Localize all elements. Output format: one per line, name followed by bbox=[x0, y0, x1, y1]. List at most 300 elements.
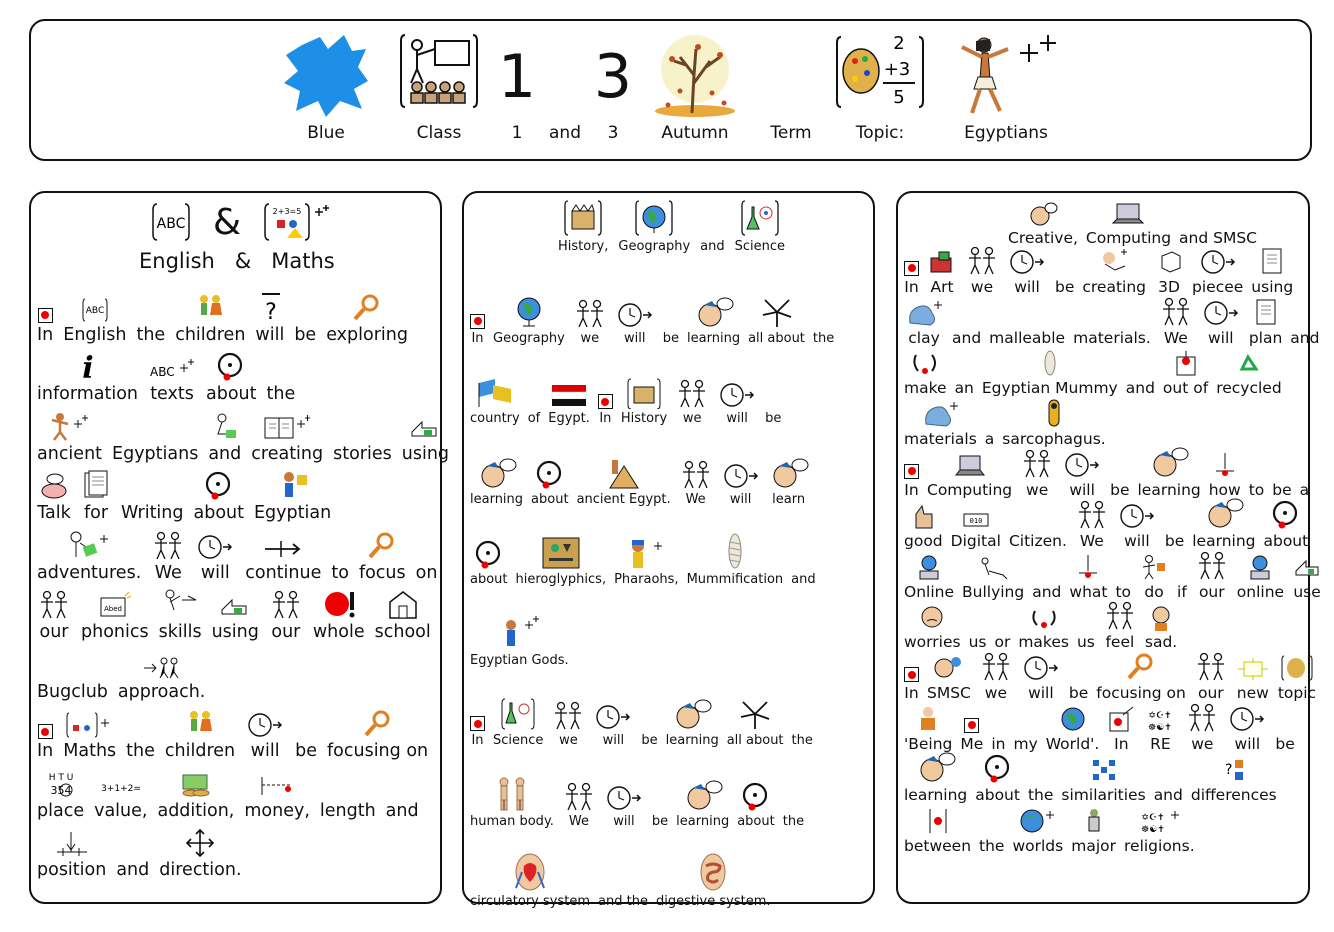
symbol-word bbox=[687, 293, 740, 346]
symbol-slot bbox=[258, 763, 296, 799]
symbol-word bbox=[904, 240, 919, 296]
header-one bbox=[499, 21, 535, 161]
people-icon bbox=[573, 299, 607, 329]
symbol-word bbox=[118, 644, 205, 702]
symbol-slot bbox=[210, 406, 240, 442]
people-icon bbox=[675, 379, 709, 409]
word-label: be bbox=[1164, 531, 1185, 550]
symbol-slot bbox=[1236, 646, 1270, 682]
word-label: In bbox=[471, 733, 484, 748]
symbol-word bbox=[982, 341, 1118, 397]
symbol-word bbox=[1096, 646, 1186, 702]
word-label: and bbox=[1153, 785, 1183, 804]
word-label: continue bbox=[245, 562, 322, 583]
english-maths-text bbox=[37, 285, 450, 880]
col2-line bbox=[470, 426, 869, 507]
symbol-slot bbox=[904, 443, 919, 479]
symbol-word bbox=[126, 703, 155, 761]
symbol-word bbox=[904, 595, 961, 651]
symbol-word bbox=[604, 776, 644, 829]
symbol-word bbox=[1062, 443, 1102, 499]
continue-icon bbox=[263, 537, 303, 561]
makes-icon bbox=[1029, 605, 1059, 631]
symbol-slot bbox=[759, 293, 795, 329]
symbol-word bbox=[593, 695, 633, 748]
word-label: Computing bbox=[927, 480, 1013, 499]
symbol-word bbox=[1275, 697, 1294, 753]
red-dot-icon bbox=[38, 724, 53, 739]
symbol-slot bbox=[534, 454, 566, 490]
word-label: learning bbox=[676, 813, 730, 829]
religions-icon bbox=[1137, 809, 1181, 835]
learning-head-icon bbox=[694, 295, 734, 329]
word-label: length bbox=[319, 800, 376, 821]
people-icon bbox=[679, 460, 713, 490]
symbol-slot bbox=[626, 373, 662, 409]
word-label: In bbox=[471, 330, 484, 346]
symbol-word bbox=[121, 465, 184, 523]
red-dot-icon bbox=[598, 394, 613, 409]
word-label: value, bbox=[94, 800, 148, 821]
word-label: will bbox=[1028, 684, 1054, 703]
svg-text:ABC: ABC bbox=[85, 305, 105, 316]
computer-icon bbox=[954, 453, 986, 479]
people-icon bbox=[979, 652, 1013, 682]
word-label: all about bbox=[726, 733, 784, 748]
header-label-class: Class bbox=[416, 123, 462, 143]
magnifier-icon bbox=[366, 531, 398, 561]
symbol-word bbox=[989, 291, 1065, 347]
clay-icon bbox=[904, 297, 944, 327]
symbol-word bbox=[294, 287, 316, 345]
word-label: Egyptian bbox=[254, 503, 332, 523]
symbol-word bbox=[687, 534, 784, 587]
talk-icon bbox=[37, 471, 71, 501]
symbol-slot bbox=[366, 525, 398, 561]
word-label: materials bbox=[904, 430, 977, 449]
plan-icon bbox=[1260, 246, 1284, 276]
science-icon bbox=[740, 199, 780, 237]
number-three-symbol: 3 bbox=[593, 42, 633, 112]
will-clock-icon bbox=[245, 711, 285, 739]
word-label: the bbox=[136, 324, 166, 345]
hgs-and bbox=[700, 199, 724, 254]
header-term bbox=[761, 21, 821, 161]
word-label: new bbox=[1236, 684, 1269, 703]
col3-line bbox=[904, 448, 1310, 499]
symbol-word bbox=[94, 763, 147, 821]
egyptian-gods-icon bbox=[499, 615, 539, 651]
symbol-slot bbox=[65, 703, 115, 739]
learning-head-icon bbox=[1204, 496, 1244, 530]
symbol-word bbox=[470, 293, 485, 346]
symbol-word bbox=[1145, 595, 1177, 651]
word-label: we bbox=[1026, 480, 1049, 499]
symbol-slot bbox=[717, 373, 757, 409]
symbol-slot bbox=[66, 525, 112, 561]
symbol-word bbox=[621, 373, 667, 426]
symbol-word bbox=[1028, 748, 1053, 804]
symbol-word bbox=[666, 695, 719, 748]
svg-text:✡☪✝: ✡☪✝ bbox=[1148, 710, 1172, 721]
word-label: 3D bbox=[1158, 277, 1180, 296]
symbol-word bbox=[573, 293, 607, 346]
word-label: us bbox=[968, 633, 987, 652]
symbol-word bbox=[159, 822, 241, 880]
symbol-word bbox=[245, 703, 285, 761]
word-label: be bbox=[1068, 684, 1089, 703]
word-label: about bbox=[1263, 531, 1309, 550]
symbol-word bbox=[112, 406, 198, 464]
word-label: We bbox=[154, 562, 182, 583]
phonics-icon bbox=[97, 590, 133, 620]
ccs-computing-label: Computing bbox=[1085, 229, 1172, 247]
symbol-word bbox=[1110, 443, 1129, 499]
word-label: information bbox=[37, 384, 139, 404]
word-label: Talk bbox=[37, 503, 71, 523]
word-label: use bbox=[1293, 582, 1321, 601]
word-label: Egyptian Gods. bbox=[470, 652, 569, 668]
word-label: focusing on bbox=[1096, 684, 1186, 703]
word-label: we bbox=[580, 330, 600, 346]
symbol-word bbox=[244, 763, 310, 821]
ancient-egyptians-icon bbox=[48, 412, 92, 442]
money-icon bbox=[179, 769, 213, 799]
word-label: using bbox=[401, 443, 450, 464]
symbol-slot bbox=[740, 776, 772, 812]
symbol-word bbox=[1032, 545, 1061, 601]
symbol-word bbox=[1249, 291, 1282, 347]
word-label: for bbox=[83, 503, 109, 523]
plan-icon bbox=[1254, 297, 1278, 327]
symbol-slot bbox=[475, 373, 515, 409]
col1-line bbox=[37, 583, 436, 643]
word-label: do bbox=[1144, 582, 1164, 601]
symbol-word bbox=[1227, 697, 1267, 753]
english-maths-heading bbox=[139, 249, 335, 273]
people-icon bbox=[269, 590, 303, 620]
symbol-word bbox=[37, 763, 84, 821]
symbol-slot bbox=[499, 615, 539, 651]
symbol-slot bbox=[142, 644, 182, 680]
approach-icon bbox=[142, 656, 182, 680]
symbol-word bbox=[1139, 545, 1169, 601]
word-label: good bbox=[904, 531, 943, 550]
symbol-word bbox=[904, 545, 954, 601]
maths-small-text: 2+3=5 bbox=[272, 207, 302, 216]
sum-top-value: 2 bbox=[893, 33, 905, 54]
word-label: Egyptians bbox=[112, 443, 199, 464]
about-icon bbox=[1270, 498, 1302, 530]
symbol-slot bbox=[1201, 291, 1241, 327]
symbol-slot bbox=[1292, 545, 1322, 581]
hgs-heading bbox=[558, 199, 785, 254]
symbol-slot bbox=[1103, 595, 1137, 631]
word-label: will bbox=[726, 411, 748, 426]
word-label: about bbox=[193, 503, 244, 523]
symbol-slot bbox=[38, 287, 53, 323]
word-label: the bbox=[812, 330, 835, 346]
symbol-word bbox=[598, 856, 648, 909]
people-icon bbox=[1103, 601, 1137, 631]
will-clock-icon bbox=[1007, 248, 1047, 276]
col1-line bbox=[37, 642, 436, 702]
people-icon bbox=[1194, 652, 1228, 682]
using-icon bbox=[218, 592, 252, 620]
word-label: will bbox=[729, 491, 752, 507]
hgs-text bbox=[470, 265, 869, 909]
symbol-word bbox=[267, 346, 296, 404]
symbol-word bbox=[769, 454, 809, 507]
symbol-word bbox=[994, 595, 1010, 651]
symbol-slot bbox=[982, 748, 1014, 784]
symbol-word bbox=[614, 534, 678, 587]
word-label: Online bbox=[904, 582, 954, 601]
word-label: addition, bbox=[157, 800, 235, 821]
word-label: In bbox=[1114, 734, 1129, 753]
word-label: an bbox=[954, 379, 974, 398]
symbol-word bbox=[37, 406, 102, 464]
word-label: us bbox=[1076, 633, 1095, 652]
symbol-slot bbox=[598, 373, 613, 409]
symbol-word bbox=[1185, 697, 1219, 753]
word-label: and bbox=[1032, 582, 1062, 601]
mummy-icon bbox=[725, 532, 745, 570]
word-label: skills bbox=[158, 622, 202, 642]
feel-icon bbox=[1147, 603, 1175, 631]
symbol-slot bbox=[1097, 240, 1131, 276]
ccs-creative-label: Creative, bbox=[1008, 229, 1078, 247]
hgs-geography-label: Geography bbox=[618, 239, 691, 254]
col1-line bbox=[37, 761, 436, 821]
symbol-word bbox=[493, 695, 543, 748]
symbol-word bbox=[813, 293, 834, 346]
word-label: We bbox=[685, 491, 706, 507]
col2-line bbox=[470, 507, 869, 588]
symbol-word bbox=[577, 454, 671, 507]
word-label: about bbox=[206, 384, 257, 404]
symbol-slot bbox=[1125, 646, 1157, 682]
word-label: creating bbox=[251, 443, 324, 464]
symbol-word bbox=[295, 703, 317, 761]
symbol-word bbox=[151, 525, 185, 583]
symbol-word bbox=[727, 695, 784, 748]
word-label: a bbox=[984, 430, 995, 449]
symbol-word bbox=[663, 293, 679, 346]
symbol-word bbox=[792, 695, 813, 748]
col3-line bbox=[904, 245, 1304, 296]
people-icon bbox=[37, 590, 71, 620]
svg-text:☸☯✝: ☸☯✝ bbox=[1141, 824, 1166, 835]
word-label: be bbox=[294, 324, 317, 345]
symbol-word bbox=[1159, 291, 1193, 347]
symbol-slot bbox=[38, 703, 53, 739]
word-label: to bbox=[1115, 582, 1132, 601]
word-label: religions. bbox=[1124, 836, 1195, 855]
symbol-word bbox=[548, 373, 590, 426]
word-label: recycled bbox=[1216, 379, 1282, 398]
symbol-slot bbox=[964, 697, 979, 733]
word-label: stories bbox=[333, 443, 392, 464]
symbol-slot bbox=[1007, 240, 1047, 276]
maths-icon bbox=[65, 711, 115, 739]
symbol-slot bbox=[81, 287, 109, 323]
symbol-slot bbox=[101, 763, 141, 799]
word-label: World'. bbox=[1045, 734, 1100, 753]
word-label: and bbox=[1125, 379, 1155, 398]
symbol-slot bbox=[1139, 545, 1169, 581]
symbol-word bbox=[528, 373, 541, 426]
symbol-slot bbox=[151, 525, 185, 561]
word-label: In bbox=[599, 411, 612, 426]
word-label: In bbox=[37, 324, 54, 345]
symbol-slot bbox=[1081, 799, 1107, 835]
col2-line bbox=[470, 265, 869, 346]
symbol-word bbox=[1216, 341, 1281, 397]
symbol-slot bbox=[927, 240, 957, 276]
word-label: adventures. bbox=[37, 562, 142, 583]
word-label: to bbox=[1248, 480, 1265, 499]
col3-line bbox=[904, 397, 1304, 448]
col2-line bbox=[470, 748, 869, 829]
learning-head-icon bbox=[477, 456, 517, 490]
symbol-slot bbox=[195, 525, 235, 561]
about-icon bbox=[982, 752, 1014, 784]
symbol-word bbox=[783, 776, 804, 829]
symbol-word bbox=[791, 534, 815, 587]
symbol-slot bbox=[1147, 595, 1175, 631]
symbol-slot bbox=[470, 695, 485, 731]
word-label: we bbox=[1191, 734, 1214, 753]
word-label: a bbox=[1299, 480, 1310, 499]
clay-icon bbox=[920, 398, 960, 428]
symbol-word bbox=[1002, 392, 1105, 448]
learning-head-icon bbox=[916, 750, 956, 784]
symbol-slot bbox=[1204, 494, 1244, 530]
symbol-word bbox=[159, 584, 202, 642]
header-blue bbox=[281, 21, 371, 161]
symbol-slot bbox=[55, 822, 89, 858]
about-icon bbox=[473, 538, 505, 570]
worlds-icon bbox=[1018, 807, 1058, 835]
symbol-slot bbox=[492, 776, 532, 812]
word-label: our bbox=[1197, 684, 1224, 703]
symbol-word bbox=[1061, 748, 1145, 804]
be-icon bbox=[256, 291, 284, 323]
word-label: clay bbox=[908, 328, 940, 347]
word-label: Me bbox=[960, 734, 984, 753]
word-label: be bbox=[641, 733, 658, 748]
col2-line bbox=[470, 346, 869, 427]
symbol-word bbox=[1154, 748, 1183, 804]
symbol-word bbox=[1154, 240, 1184, 296]
word-label: be bbox=[1275, 734, 1295, 753]
word-label: country bbox=[470, 411, 520, 426]
symbol-slot bbox=[1029, 595, 1059, 631]
word-label: all about bbox=[748, 330, 805, 346]
will-clock-icon bbox=[1198, 248, 1238, 276]
symbol-word bbox=[1143, 697, 1177, 753]
symbol-word bbox=[721, 454, 761, 507]
symbol-slot bbox=[604, 776, 644, 812]
word-label: the bbox=[979, 836, 1005, 855]
word-label: about bbox=[470, 572, 508, 587]
symbol-word bbox=[904, 443, 919, 499]
word-label: Mummification bbox=[686, 572, 784, 587]
symbol-word bbox=[656, 856, 771, 909]
symbol-slot bbox=[908, 494, 938, 530]
online-icon bbox=[1245, 553, 1275, 581]
word-label: the bbox=[266, 384, 296, 404]
egyptian-icon bbox=[277, 469, 309, 501]
svg-text:Abed: Abed bbox=[103, 605, 122, 613]
word-label: if bbox=[1177, 582, 1187, 601]
symbol-word bbox=[717, 373, 757, 426]
symbol-word bbox=[1272, 443, 1291, 499]
symbol-slot bbox=[1260, 240, 1284, 276]
word-label: out of bbox=[1162, 379, 1209, 398]
symbol-word bbox=[470, 615, 569, 668]
symbol-word bbox=[416, 525, 438, 583]
symbol-word bbox=[333, 406, 392, 464]
symbol-slot bbox=[78, 346, 98, 382]
symbol-slot bbox=[263, 406, 311, 442]
blue-splash-icon bbox=[282, 31, 370, 119]
symbol-word bbox=[1251, 240, 1293, 296]
will-clock-icon bbox=[1117, 502, 1157, 530]
col3-line bbox=[904, 601, 1304, 652]
symbol-word bbox=[1138, 443, 1201, 499]
symbol-slot bbox=[914, 545, 944, 581]
symbol-word bbox=[985, 392, 995, 448]
learning-head-icon bbox=[1149, 445, 1189, 479]
symbol-word bbox=[1046, 697, 1100, 753]
header-and bbox=[545, 21, 585, 161]
laptop-icon bbox=[1111, 201, 1145, 227]
symbol-slot bbox=[1075, 545, 1101, 581]
people-icon bbox=[1185, 703, 1219, 733]
symbol-slot bbox=[910, 341, 940, 377]
symbol-slot bbox=[918, 595, 946, 631]
place-value-icon bbox=[44, 769, 78, 799]
col3-line bbox=[904, 651, 1317, 703]
what-icon bbox=[1212, 451, 1238, 479]
word-label: In bbox=[37, 741, 54, 761]
symbol-slot bbox=[1185, 697, 1219, 733]
symbol-word bbox=[904, 748, 967, 804]
col1-line bbox=[37, 345, 436, 405]
symbol-word bbox=[1192, 240, 1243, 296]
word-label: worlds bbox=[1012, 836, 1064, 855]
symbol-word bbox=[1290, 291, 1319, 347]
word-label: the bbox=[791, 733, 813, 748]
symbol-word bbox=[1124, 799, 1195, 855]
will-clock-icon bbox=[593, 703, 633, 731]
autumn-tree-icon bbox=[650, 31, 740, 117]
symbol-word bbox=[951, 494, 1001, 550]
good-icon bbox=[908, 502, 938, 530]
word-label: and bbox=[385, 800, 419, 821]
word-label: We bbox=[1163, 328, 1188, 347]
symbol-slot bbox=[904, 240, 919, 276]
word-label: be bbox=[1110, 480, 1130, 499]
all-about-arrows-icon bbox=[737, 697, 773, 731]
symbol-word bbox=[904, 494, 943, 550]
word-label: direction. bbox=[159, 860, 242, 880]
symbol-word bbox=[37, 703, 53, 761]
will-clock-icon bbox=[604, 784, 644, 812]
symbol-slot bbox=[1234, 341, 1264, 377]
